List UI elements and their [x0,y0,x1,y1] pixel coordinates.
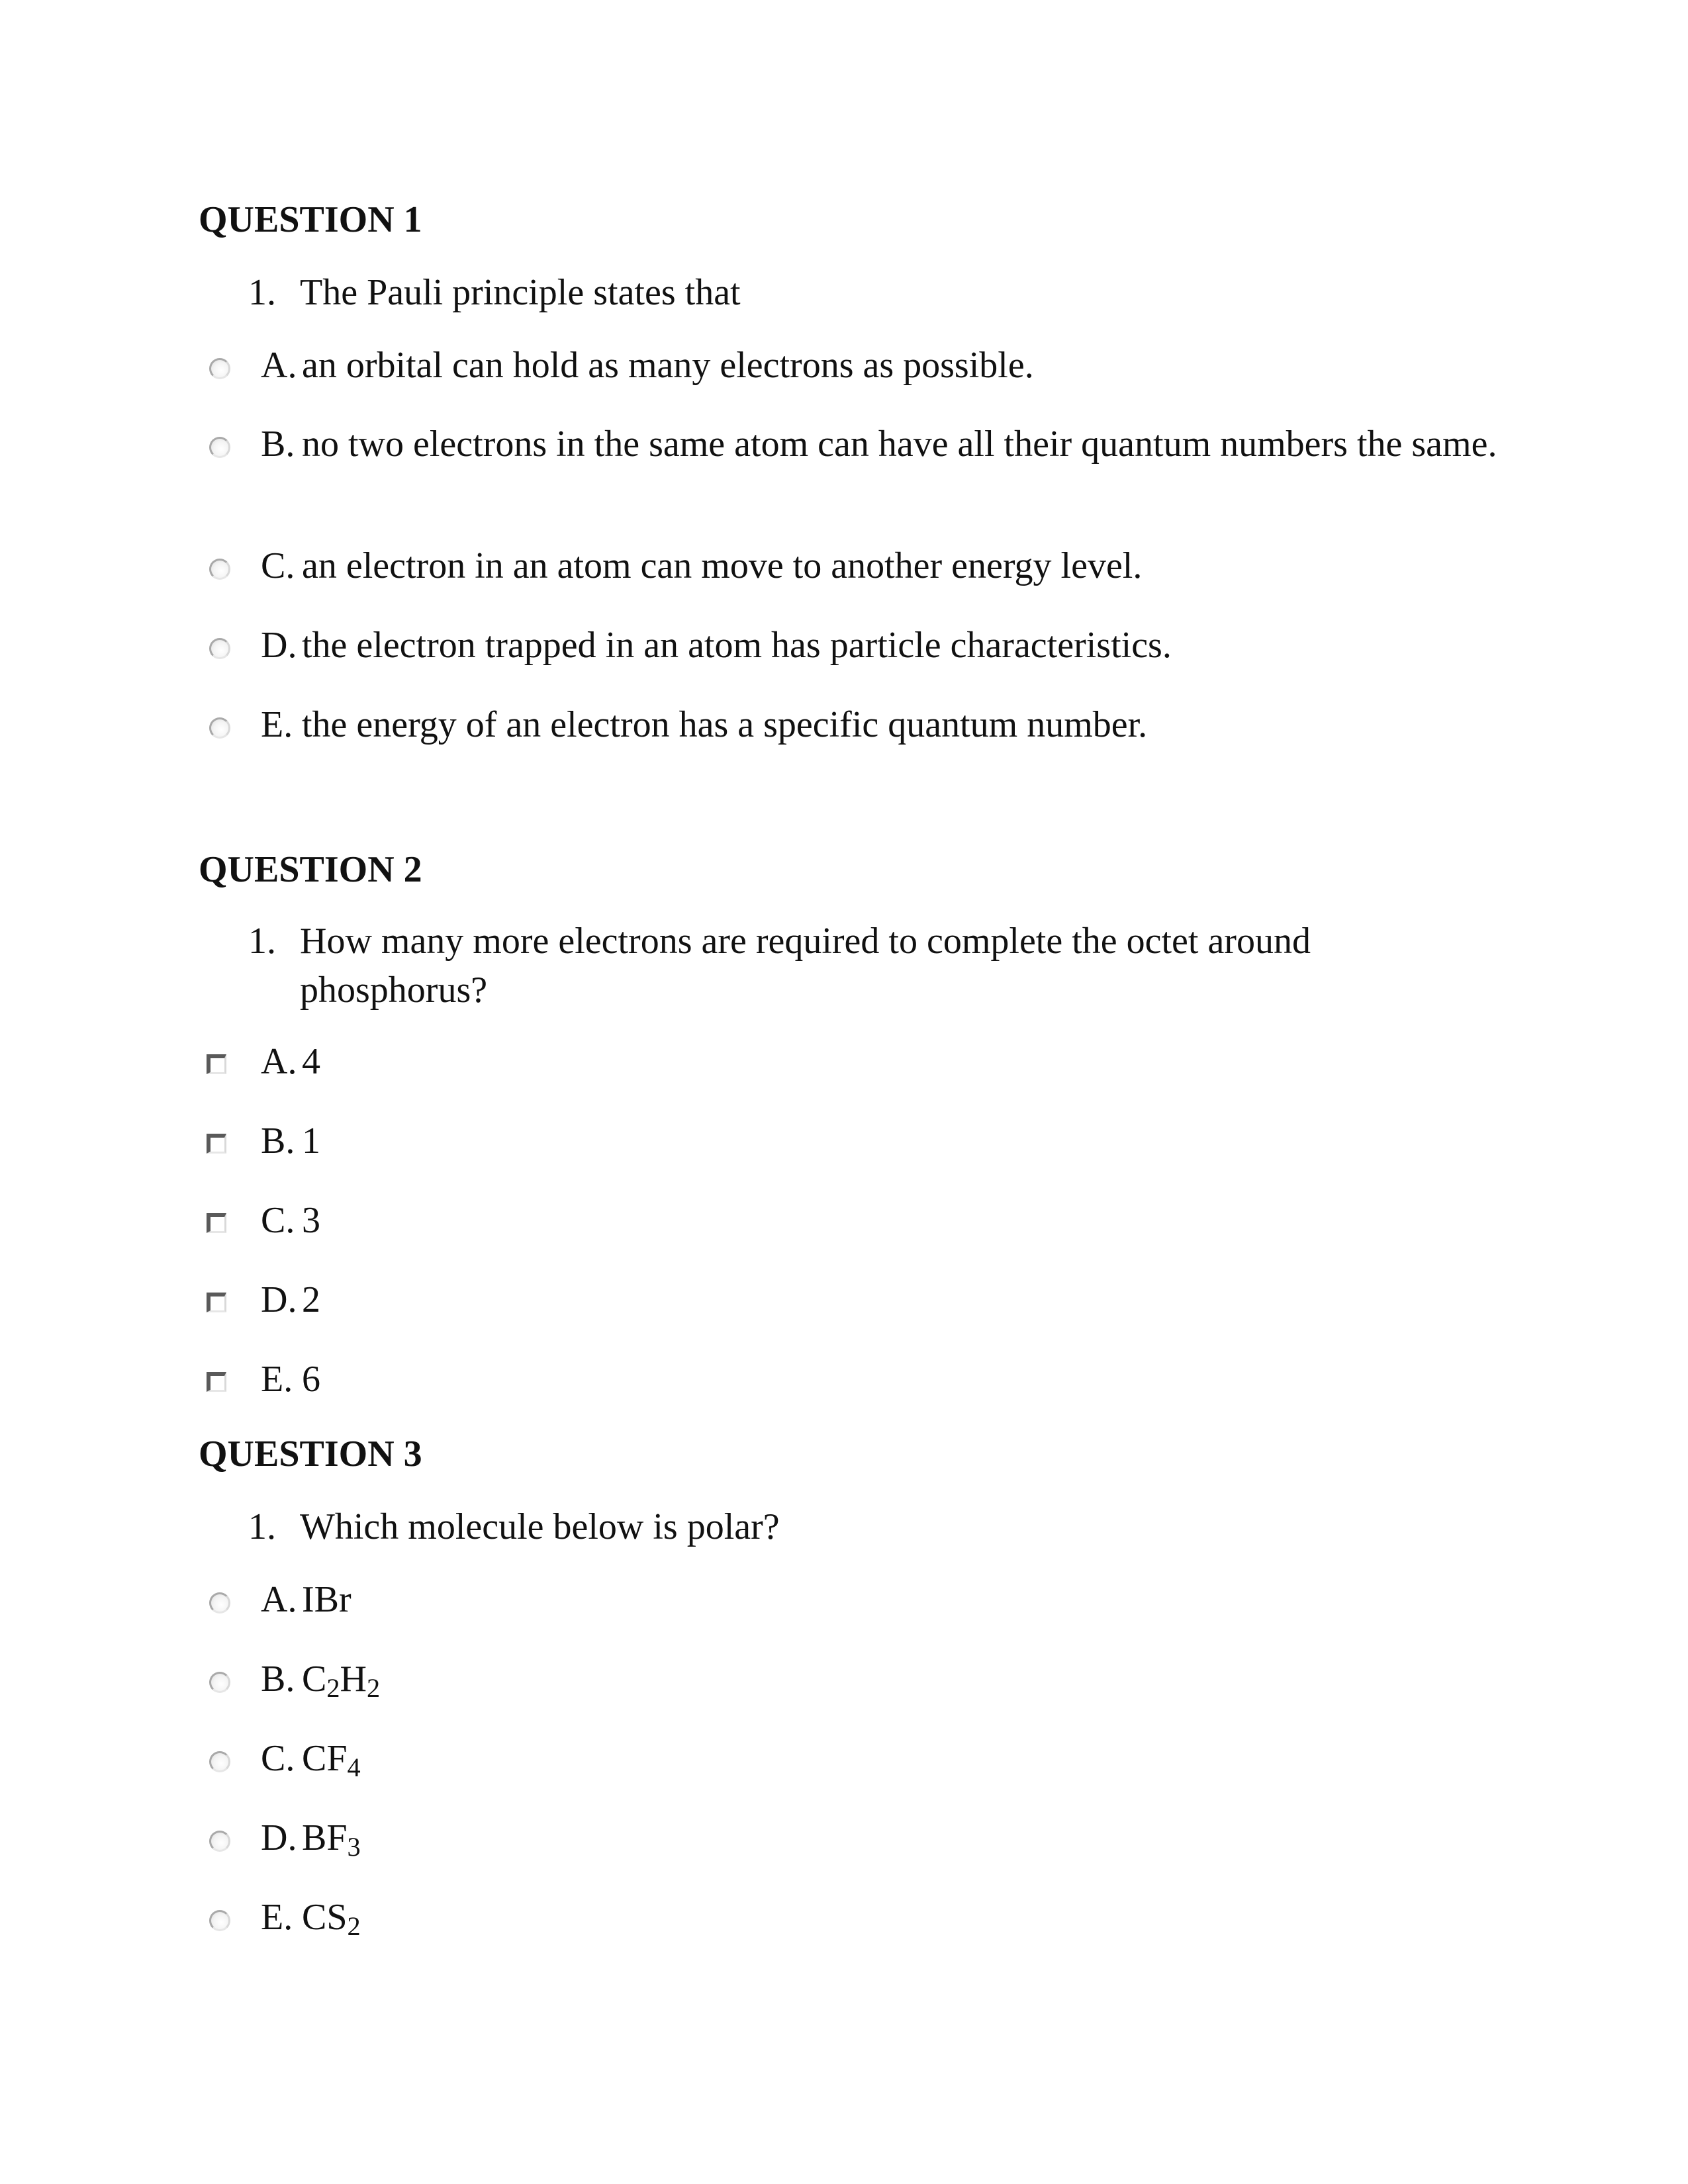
option-text: 3 [302,1200,320,1241]
checkbox[interactable] [207,1355,261,1404]
option-label: C. [261,1738,295,1779]
checkbox[interactable] [207,1037,261,1086]
radio-button[interactable] [207,420,261,469]
option-text: an electron in an atom can move to another energy level. [302,545,1143,586]
option-text: no two electrons in the same atom can have all their quantum numbers the same. [302,424,1497,465]
question-prompt [248,1502,1506,1551]
answer-option-e[interactable] [207,1355,1504,1404]
question-heading: QUESTION 3 [199,1433,422,1475]
radio-button[interactable] [207,541,261,590]
prompt-text: How many more electrons are required to complete the octet around phosphorus? [300,921,1311,1011]
prompt-number: 1. [248,1506,276,1547]
option-text: 4 [302,1041,320,1082]
answer-option-c[interactable] [207,1196,1504,1245]
option-formula: $CS_2$ [302,1897,361,1941]
option-label: B. [261,1659,295,1700]
option-formula: $C_2H_2$ [302,1659,381,1703]
option-label: A. [261,1041,297,1082]
option-label: B. [261,1120,295,1161]
checkbox[interactable] [207,1116,261,1165]
radio-button[interactable] [207,621,261,670]
question-prompt [248,268,1506,317]
option-text: the energy of an electron has a specific quantum number. [302,704,1148,745]
option-label: D. [261,1279,297,1320]
answer-option-c[interactable] [207,1734,1504,1783]
checkbox[interactable] [207,1196,261,1245]
option-text: 1 [302,1120,320,1161]
option-label: E. [261,1359,293,1400]
prompt-number: 1. [248,272,276,313]
option-label: E. [261,704,293,745]
question-heading: QUESTION 2 [199,849,422,890]
radio-button[interactable] [207,1575,261,1624]
option-label: C. [261,1200,295,1241]
option-label: E. [261,1897,293,1938]
answer-option-b[interactable] [207,1655,1504,1704]
radio-button[interactable] [207,1655,261,1704]
prompt-text: The Pauli principle states that [300,272,741,313]
radio-button[interactable] [207,1813,261,1862]
answer-option-d[interactable] [207,1813,1504,1862]
answer-option-a[interactable] [207,1037,1504,1086]
option-label: A. [261,1579,297,1620]
prompt-text: Which molecule below is polar? [300,1506,780,1547]
answer-option-b[interactable] [207,420,1504,469]
radio-button[interactable] [207,1734,261,1783]
option-text: 6 [302,1359,320,1400]
prompt-number: 1. [248,921,276,962]
option-text: the electron trapped in an atom has particle characteristics. [302,625,1172,666]
answer-option-b[interactable] [207,1116,1504,1165]
option-text: an orbital can hold as many electrons as possible. [302,345,1034,386]
answer-option-e[interactable] [207,1893,1504,1942]
radio-button[interactable] [207,700,261,749]
answer-option-a[interactable] [207,341,1504,390]
option-label: B. [261,424,295,465]
answer-option-a[interactable] [207,1575,1504,1624]
answer-option-e[interactable] [207,700,1504,749]
option-label: A. [261,345,297,386]
option-label: D. [261,625,297,666]
radio-button[interactable] [207,1893,261,1942]
answer-option-c[interactable] [207,541,1504,590]
option-formula: $CF_4$ [302,1738,361,1782]
answer-option-d[interactable] [207,621,1504,670]
question-prompt [248,917,1506,1015]
option-label: D. [261,1817,297,1858]
option-text: 2 [302,1279,320,1320]
option-label: C. [261,545,295,586]
checkbox[interactable] [207,1275,261,1324]
option-formula: $BF_3$ [302,1817,361,1862]
question-heading: QUESTION 1 [199,199,422,240]
option-formula: IBr [302,1579,352,1620]
answer-option-d[interactable] [207,1275,1504,1324]
radio-button[interactable] [207,341,261,390]
